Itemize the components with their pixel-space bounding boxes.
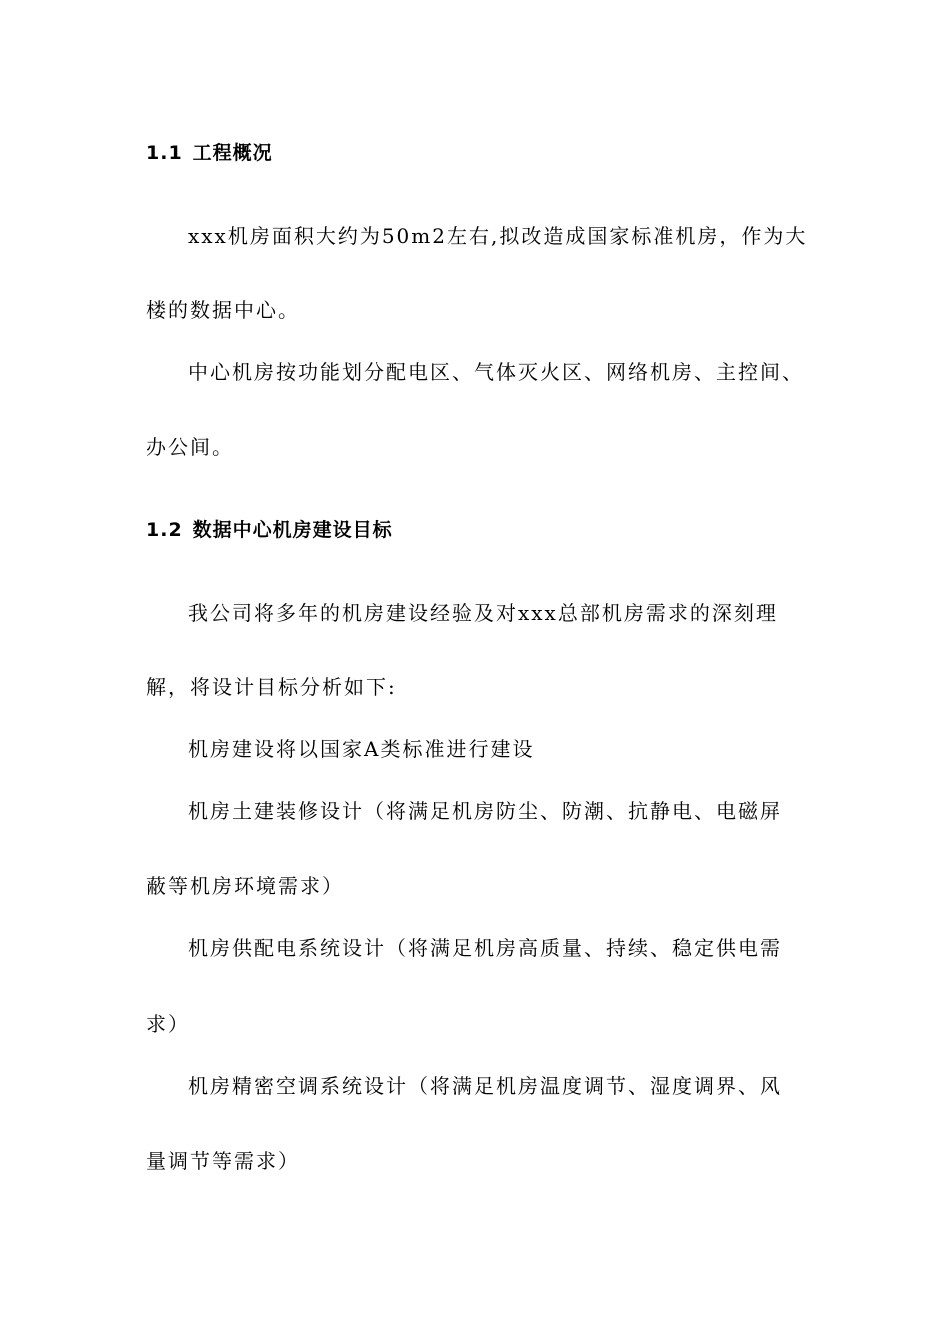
section-title: 工程概况 <box>192 142 273 164</box>
section-heading-1-1 <box>146 139 273 167</box>
paragraph-line: 解，将设计目标分析如下: <box>146 675 397 699</box>
paragraph-line: 蔽等机房环境需求） <box>146 874 344 898</box>
section-number: 1.1 <box>146 142 183 164</box>
section-title: 数据中心机房建设目标 <box>192 519 393 541</box>
paragraph-line: 办公间。 <box>146 435 234 459</box>
paragraph-line: 量调节等需求） <box>146 1149 300 1173</box>
section-number: 1.2 <box>146 519 183 541</box>
paragraph-line: 楼的数据中心。 <box>146 298 300 322</box>
paragraph-line: 机房供配电系统设计（将满足机房高质量、持续、稳定供电需 <box>188 936 782 960</box>
section-heading-1-2 <box>146 516 393 544</box>
paragraph-line: 机房土建装修设计（将满足机房防尘、防潮、抗静电、电磁屏 <box>188 799 782 823</box>
paragraph-line: 我公司将多年的机房建设经验及对xxx总部机房需求的深刻理 <box>188 601 778 625</box>
paragraph-line: 中心机房按功能划分配电区、气体灭火区、网络机房、主控间、 <box>188 360 804 384</box>
paragraph-line: 求） <box>146 1012 190 1036</box>
paragraph-line: 机房建设将以国家A类标准进行建设 <box>188 737 535 761</box>
paragraph-line: 机房精密空调系统设计（将满足机房温度调节、湿度调界、风 <box>188 1074 782 1098</box>
paragraph-line: xxx机房面积大约为50m2左右,拟改造成国家标准机房，作为大 <box>188 224 808 248</box>
